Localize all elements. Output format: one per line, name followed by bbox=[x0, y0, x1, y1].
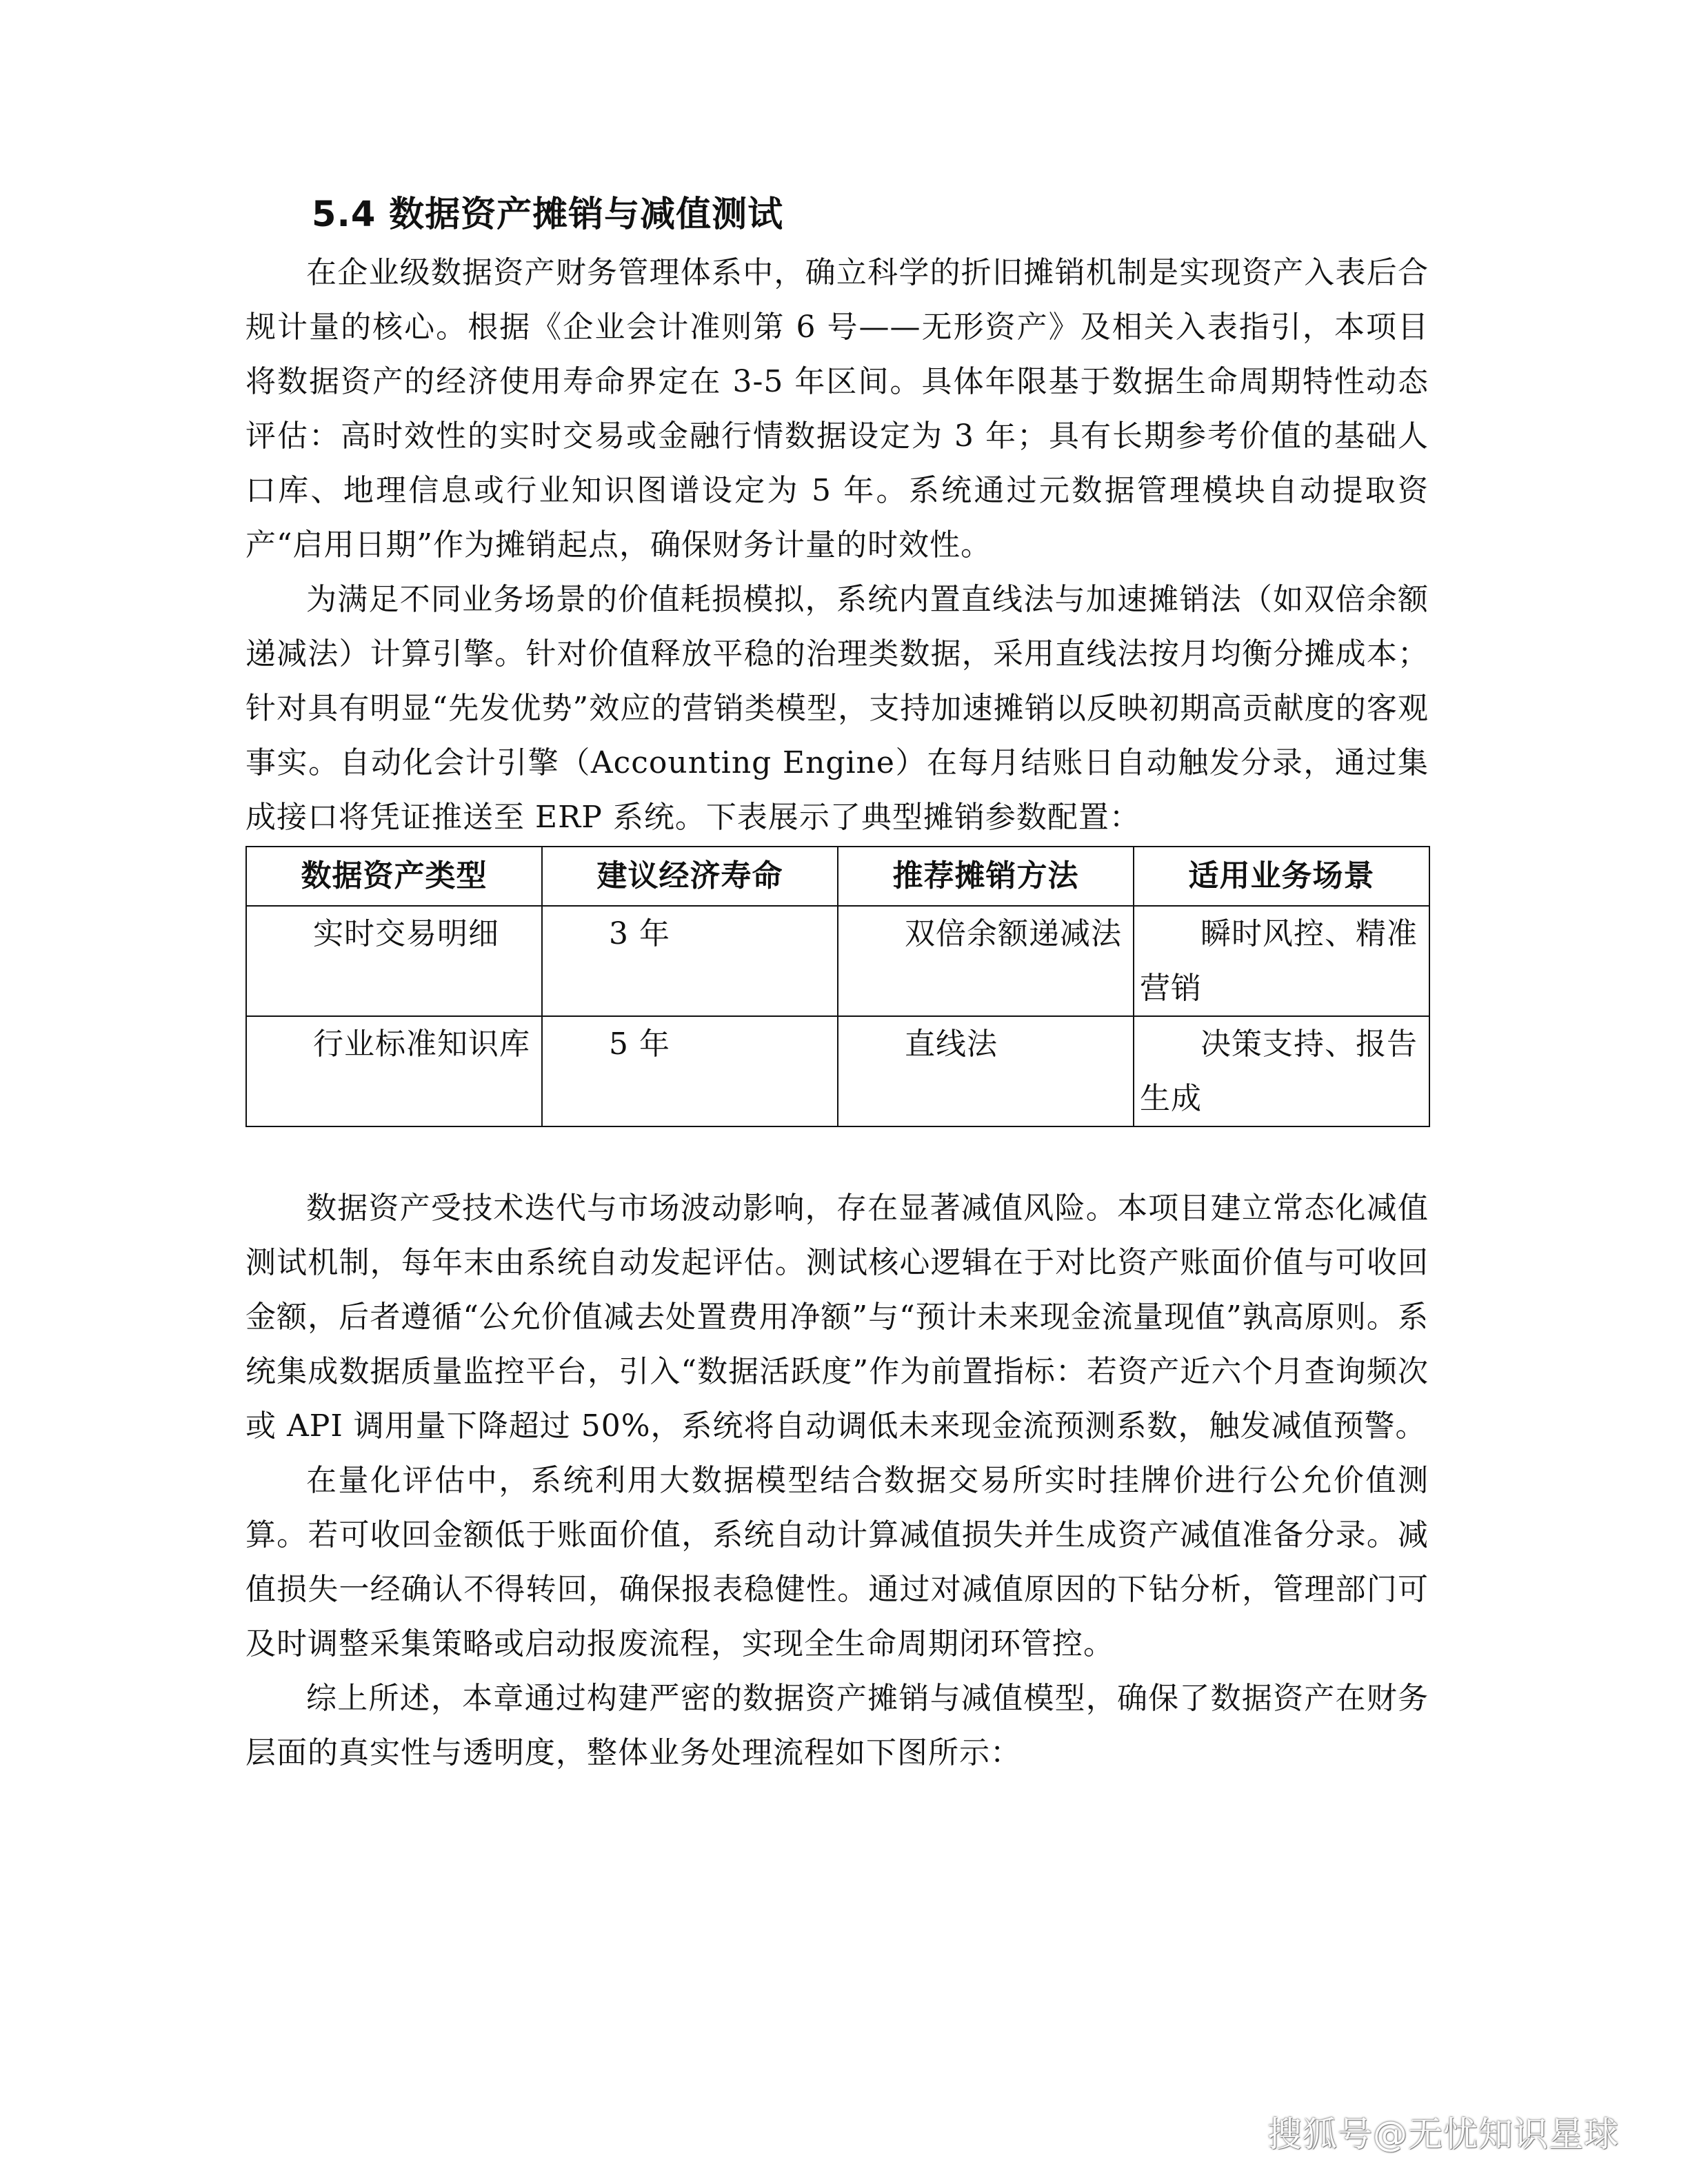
cell-business-scenario: 瞬时风控、精准营销 bbox=[1134, 906, 1429, 1016]
table-row bbox=[246, 906, 1429, 1016]
cell-business-scenario: 决策支持、报告生成 bbox=[1134, 1016, 1429, 1126]
watermark-text: 搜狐号@无忧知识星球 bbox=[1267, 2114, 1619, 2154]
paragraph-impairment-evaluation: 在量化评估中，系统利用大数据模型结合数据交易所实时挂牌价进行公允价值测算。若可收回金额低于账面价值，系统自动计算减值损失并生成资产减值准备分录。减值损失一经确认不得转回，确保报表稳健性。通过对减值原因的下钻分析，管理部门可及时调整采集策略或启动报废流程，实现全生命周期闭环管控。 bbox=[245, 1463, 1429, 1661]
column-header-amortization-method: 推荐摊销方法 bbox=[838, 847, 1134, 906]
column-header-asset-type: 数据资产类型 bbox=[246, 847, 542, 906]
cell-asset-type: 行业标准知识库 bbox=[246, 1016, 542, 1126]
section-title: 5.4 数据资产摊销与减值测试 bbox=[312, 194, 784, 235]
paragraph-impairment-mechanism: 数据资产受技术迭代与市场波动影响，存在显著减值风险。本项目建立常态化减值测试机制，每年末由系统自动发起评估。测试核心逻辑在于对比资产账面价值与可收回金额，后者遵循“公允价值减去处置费用净额”与“预计未来现金流量现值”孰高原则。系统集成数据质量监控平台，引入“数据活跃度”作为前置指标：若资产近六个月查询频次或 API 调用量下降超过 50%，系统将自动调低未来现金流预测系数，触发减值预警。 bbox=[245, 1191, 1429, 1444]
column-header-economic-life: 建议经济寿命 bbox=[542, 847, 838, 906]
cell-amortization-method: 双倍余额递减法 bbox=[838, 906, 1134, 1016]
column-header-business-scenario: 适用业务场景 bbox=[1134, 847, 1429, 906]
cell-asset-type: 实时交易明细 bbox=[246, 906, 542, 1016]
amortization-parameter-table bbox=[245, 846, 1430, 1127]
table-header-row bbox=[246, 847, 1429, 906]
cell-amortization-method: 直线法 bbox=[838, 1016, 1134, 1126]
paragraph-amortization-period: 在企业级数据资产财务管理体系中，确立科学的折旧摊销机制是实现资产入表后合规计量的核心。根据《企业会计准则第 6 号——无形资产》及相关入表指引，本项目将数据资产的经济使用寿命界定在 3-5 年区间。具体年限基于数据生命周期特性动态评估：高时效性的实时交易或金融行情数据设定为 3 年；具有长期参考价值的基础人口库、地理信息或行业知识图谱设定为 5 年。系统通过元数据管理模块自动提取资产“启用日期”作为摊销起点，确保财务计量的时效性。 bbox=[245, 255, 1429, 563]
cell-economic-life: 3 年 bbox=[542, 906, 838, 1016]
table-row bbox=[246, 1016, 1429, 1126]
paragraph-amortization-methods: 为满足不同业务场景的价值耗损模拟，系统内置直线法与加速摊销法（如双倍余额递减法）计算引擎。针对价值释放平稳的治理类数据，采用直线法按月均衡分摊成本；针对具有明显“先发优势”效应的营销类模型，支持加速摊销以反映初期高贡献度的客观事实。自动化会计引擎（Accounting Engine）在每月结账日自动触发分录，通过集成接口将凭证推送至 ERP 系统。下表展示了典型摊销参数配置： bbox=[245, 582, 1429, 835]
cell-economic-life: 5 年 bbox=[542, 1016, 838, 1126]
document-page bbox=[245, 190, 1429, 1780]
paragraph-chapter-summary: 综上所述，本章通过构建严密的数据资产摊销与减值模型，确保了数据资产在财务层面的真实性与透明度，整体业务处理流程如下图所示： bbox=[245, 1681, 1429, 1770]
